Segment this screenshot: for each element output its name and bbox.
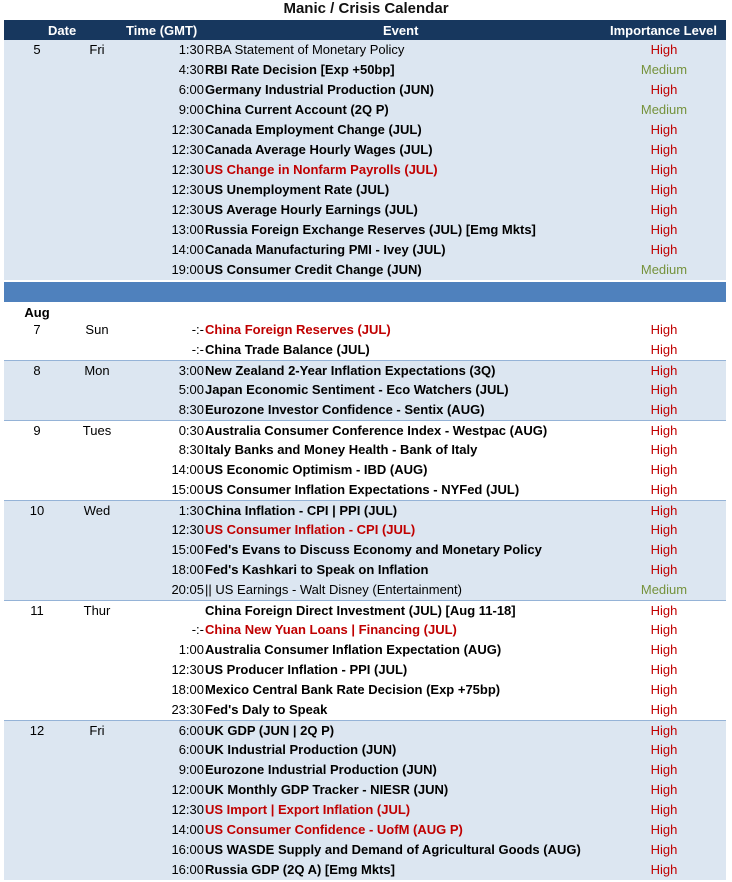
importance-level: High	[650, 202, 678, 217]
importance-level: High	[650, 642, 678, 657]
row-time: 9:00	[178, 102, 204, 117]
row-event: New Zealand 2-Year Inflation Expectations (3Q)	[205, 363, 496, 378]
importance-level: High	[650, 442, 678, 457]
row-date: 9	[33, 423, 41, 438]
month-label: Aug	[24, 305, 50, 320]
table-row	[4, 120, 726, 140]
row-date: 8	[33, 363, 41, 378]
row-event: China Trade Balance (JUL)	[205, 342, 370, 357]
table-row	[4, 360, 726, 380]
row-time: 15:00	[171, 542, 204, 557]
table-row	[4, 740, 726, 760]
row-time: 6:00	[178, 742, 204, 757]
table-row	[4, 180, 726, 200]
row-time: 1:30	[178, 503, 204, 518]
row-time: 18:00	[171, 562, 204, 577]
row-time: -:-	[191, 622, 204, 637]
importance-level: High	[650, 862, 678, 877]
row-date: 10	[29, 503, 45, 518]
table-row	[4, 240, 726, 260]
importance-level: High	[650, 842, 678, 857]
row-day: Fri	[89, 42, 105, 57]
importance-level: High	[650, 542, 678, 557]
importance-level: High	[650, 562, 678, 577]
row-event: RBA Statement of Monetary Policy	[205, 42, 405, 57]
importance-level: High	[650, 342, 678, 357]
row-event: US Import | Export Inflation (JUL)	[205, 802, 411, 817]
row-event: China Foreign Direct Investment (JUL) [Aug 11-18]	[205, 603, 516, 618]
importance-level: High	[650, 423, 678, 438]
row-time: 6:00	[178, 723, 204, 738]
row-time: 16:00	[171, 862, 204, 877]
row-time: 18:00	[171, 682, 204, 697]
table-row	[4, 400, 726, 420]
row-event: Mexico Central Bank Rate Decision (Exp +75bp)	[205, 682, 501, 697]
row-time: 23:30	[171, 702, 204, 717]
table-row	[4, 60, 726, 80]
row-time: 5:00	[178, 382, 204, 397]
importance-level: Medium	[640, 62, 688, 77]
header-date: Date	[48, 23, 77, 38]
row-time: 6:00	[178, 82, 204, 97]
row-event: Eurozone Industrial Production (JUN)	[205, 762, 437, 777]
row-event: Canada Average Hourly Wages (JUL)	[205, 142, 433, 157]
row-time: 0:30	[178, 423, 204, 438]
table-row	[4, 260, 726, 280]
row-time: -:-	[191, 322, 204, 337]
row-day: Wed	[83, 503, 111, 518]
row-event: Australia Consumer Inflation Expectation (AUG)	[205, 642, 502, 657]
table-row	[4, 220, 726, 240]
row-event: US Consumer Inflation Expectations - NYFed (JUL)	[205, 482, 520, 497]
row-event: Fed's Daly to Speak	[205, 702, 328, 717]
table-row	[4, 160, 726, 180]
table-row	[4, 660, 726, 680]
month-row	[4, 302, 726, 320]
table-row	[4, 500, 726, 520]
row-time: 15:00	[171, 482, 204, 497]
row-event: Fed's Kashkari to Speak on Inflation	[205, 562, 429, 577]
row-date: 5	[33, 42, 41, 57]
importance-level: High	[650, 242, 678, 257]
row-time: 12:30	[171, 142, 204, 157]
row-event: US Unemployment Rate (JUL)	[205, 182, 390, 197]
row-day: Tues	[82, 423, 112, 438]
importance-level: High	[650, 142, 678, 157]
table-row	[4, 600, 726, 620]
row-time: 8:30	[178, 442, 204, 457]
importance-level: High	[650, 122, 678, 137]
table-row	[4, 780, 726, 800]
importance-level: High	[650, 82, 678, 97]
table-row	[4, 460, 726, 480]
table-row	[4, 800, 726, 820]
importance-level: Medium	[640, 262, 688, 277]
table-header	[4, 20, 726, 40]
importance-level: High	[650, 322, 678, 337]
row-event: Canada Manufacturing PMI - Ivey (JUL)	[205, 242, 446, 257]
row-time: 20:05	[171, 582, 204, 597]
row-event: Japan Economic Sentiment - Eco Watchers (JUL)	[205, 382, 509, 397]
table-row	[4, 320, 726, 340]
row-time: 12:30	[171, 162, 204, 177]
row-event: US Producer Inflation - PPI (JUL)	[205, 662, 408, 677]
row-time: 1:00	[178, 642, 204, 657]
importance-level: High	[650, 482, 678, 497]
table-row	[4, 100, 726, 120]
importance-level: High	[650, 603, 678, 618]
row-event: Eurozone Investor Confidence - Sentix (AUG)	[205, 402, 485, 417]
row-event: Australia Consumer Conference Index - Westpac (AUG)	[205, 423, 548, 438]
month-separator	[4, 282, 726, 302]
row-day: Thur	[83, 603, 111, 618]
header-event: Event	[383, 23, 419, 38]
row-time: 1:30	[178, 42, 204, 57]
importance-level: High	[650, 382, 678, 397]
importance-level: High	[650, 182, 678, 197]
row-event: Germany Industrial Production (JUN)	[205, 82, 434, 97]
row-event: UK Monthly GDP Tracker - NIESR (JUN)	[205, 782, 449, 797]
row-time: 12:30	[171, 182, 204, 197]
importance-level: High	[650, 162, 678, 177]
importance-level: High	[650, 503, 678, 518]
importance-level: High	[650, 42, 678, 57]
table-row	[4, 840, 726, 860]
row-time: 16:00	[171, 842, 204, 857]
importance-level: High	[650, 662, 678, 677]
table-row	[4, 700, 726, 720]
row-event: UK Industrial Production (JUN)	[205, 742, 397, 757]
table-row	[4, 520, 726, 540]
page-title: Manic / Crisis Calendar	[283, 0, 449, 17]
table-row	[4, 480, 726, 500]
importance-level: High	[650, 363, 678, 378]
table-row	[4, 720, 726, 740]
row-time: 12:30	[171, 122, 204, 137]
row-event: Fed's Evans to Discuss Economy and Monetary Policy	[205, 542, 542, 557]
row-event: Italy Banks and Money Health - Bank of Italy	[205, 442, 478, 457]
row-time: 19:00	[171, 262, 204, 277]
table-row	[4, 580, 726, 600]
row-date: 12	[29, 723, 45, 738]
importance-level: High	[650, 462, 678, 477]
row-time: 4:30	[178, 62, 204, 77]
row-time: 12:30	[171, 202, 204, 217]
row-time: 14:00	[171, 822, 204, 837]
row-time: 13:00	[171, 222, 204, 237]
row-date: 7	[33, 322, 41, 337]
importance-level: Medium	[640, 582, 688, 597]
row-event: US Consumer Credit Change (JUN)	[205, 262, 422, 277]
row-event: China New Yuan Loans | Financing (JUL)	[205, 622, 457, 637]
row-event: China Current Account (2Q P)	[205, 102, 389, 117]
row-event: US Average Hourly Earnings (JUL)	[205, 202, 418, 217]
row-event: China Inflation - CPI | PPI (JUL)	[205, 503, 398, 518]
row-event: RBI Rate Decision [Exp +50bp]	[205, 62, 395, 77]
row-time: 8:30	[178, 402, 204, 417]
table-row	[4, 620, 726, 640]
table-row	[4, 760, 726, 780]
row-time: 14:00	[171, 462, 204, 477]
row-event: US Consumer Inflation - CPI (JUL)	[205, 522, 416, 537]
row-time: 14:00	[171, 242, 204, 257]
table-row	[4, 140, 726, 160]
importance-level: High	[650, 522, 678, 537]
row-event: US Change in Nonfarm Payrolls (JUL)	[205, 162, 438, 177]
row-time: 3:00	[178, 363, 204, 378]
table-row	[4, 380, 726, 400]
row-time: 12:00	[171, 782, 204, 797]
row-day: Fri	[89, 723, 105, 738]
table-row	[4, 40, 726, 60]
row-event: China Foreign Reserves (JUL)	[205, 322, 391, 337]
importance-level: High	[650, 742, 678, 757]
row-event: Canada Employment Change (JUL)	[205, 122, 422, 137]
table-row	[4, 420, 726, 440]
header-time: Time (GMT)	[126, 23, 198, 38]
row-event: || US Earnings - Walt Disney (Entertainment)	[205, 582, 462, 597]
importance-level: High	[650, 402, 678, 417]
table-row	[4, 540, 726, 560]
row-time: -:-	[191, 342, 204, 357]
row-event: Russia Foreign Exchange Reserves (JUL) [Emg Mkts]	[205, 222, 536, 237]
importance-level: High	[650, 702, 678, 717]
importance-level: High	[650, 622, 678, 637]
importance-level: Medium	[640, 102, 688, 117]
importance-level: High	[650, 822, 678, 837]
importance-level: High	[650, 682, 678, 697]
importance-level: High	[650, 723, 678, 738]
table-row	[4, 640, 726, 660]
header-importance: Importance Level	[610, 23, 717, 38]
table-row	[4, 820, 726, 840]
row-event: US Economic Optimism - IBD (AUG)	[205, 462, 428, 477]
importance-level: High	[650, 802, 678, 817]
row-time: 12:30	[171, 522, 204, 537]
importance-level: High	[650, 782, 678, 797]
row-event: US WASDE Supply and Demand of Agricultural Goods (AUG)	[205, 842, 581, 857]
importance-level: High	[650, 222, 678, 237]
table-row	[4, 440, 726, 460]
table-row	[4, 560, 726, 580]
row-event: Russia GDP (2Q A) [Emg Mkts]	[205, 862, 395, 877]
row-event: US Consumer Confidence - UofM (AUG P)	[205, 822, 463, 837]
row-day: Sun	[85, 322, 109, 337]
row-time	[124, 601, 204, 621]
table-row	[4, 200, 726, 220]
row-time: 9:00	[178, 762, 204, 777]
table-row	[4, 860, 726, 880]
row-day: Mon	[84, 363, 110, 378]
importance-level: High	[650, 762, 678, 777]
table-row	[4, 680, 726, 700]
table-row	[4, 80, 726, 100]
calendar-table-body	[4, 40, 726, 880]
table-row	[4, 340, 726, 360]
row-event: UK GDP (JUN | 2Q P)	[205, 723, 335, 738]
row-time: 12:30	[171, 802, 204, 817]
row-time: 12:30	[171, 662, 204, 677]
row-date: 11	[30, 603, 44, 618]
